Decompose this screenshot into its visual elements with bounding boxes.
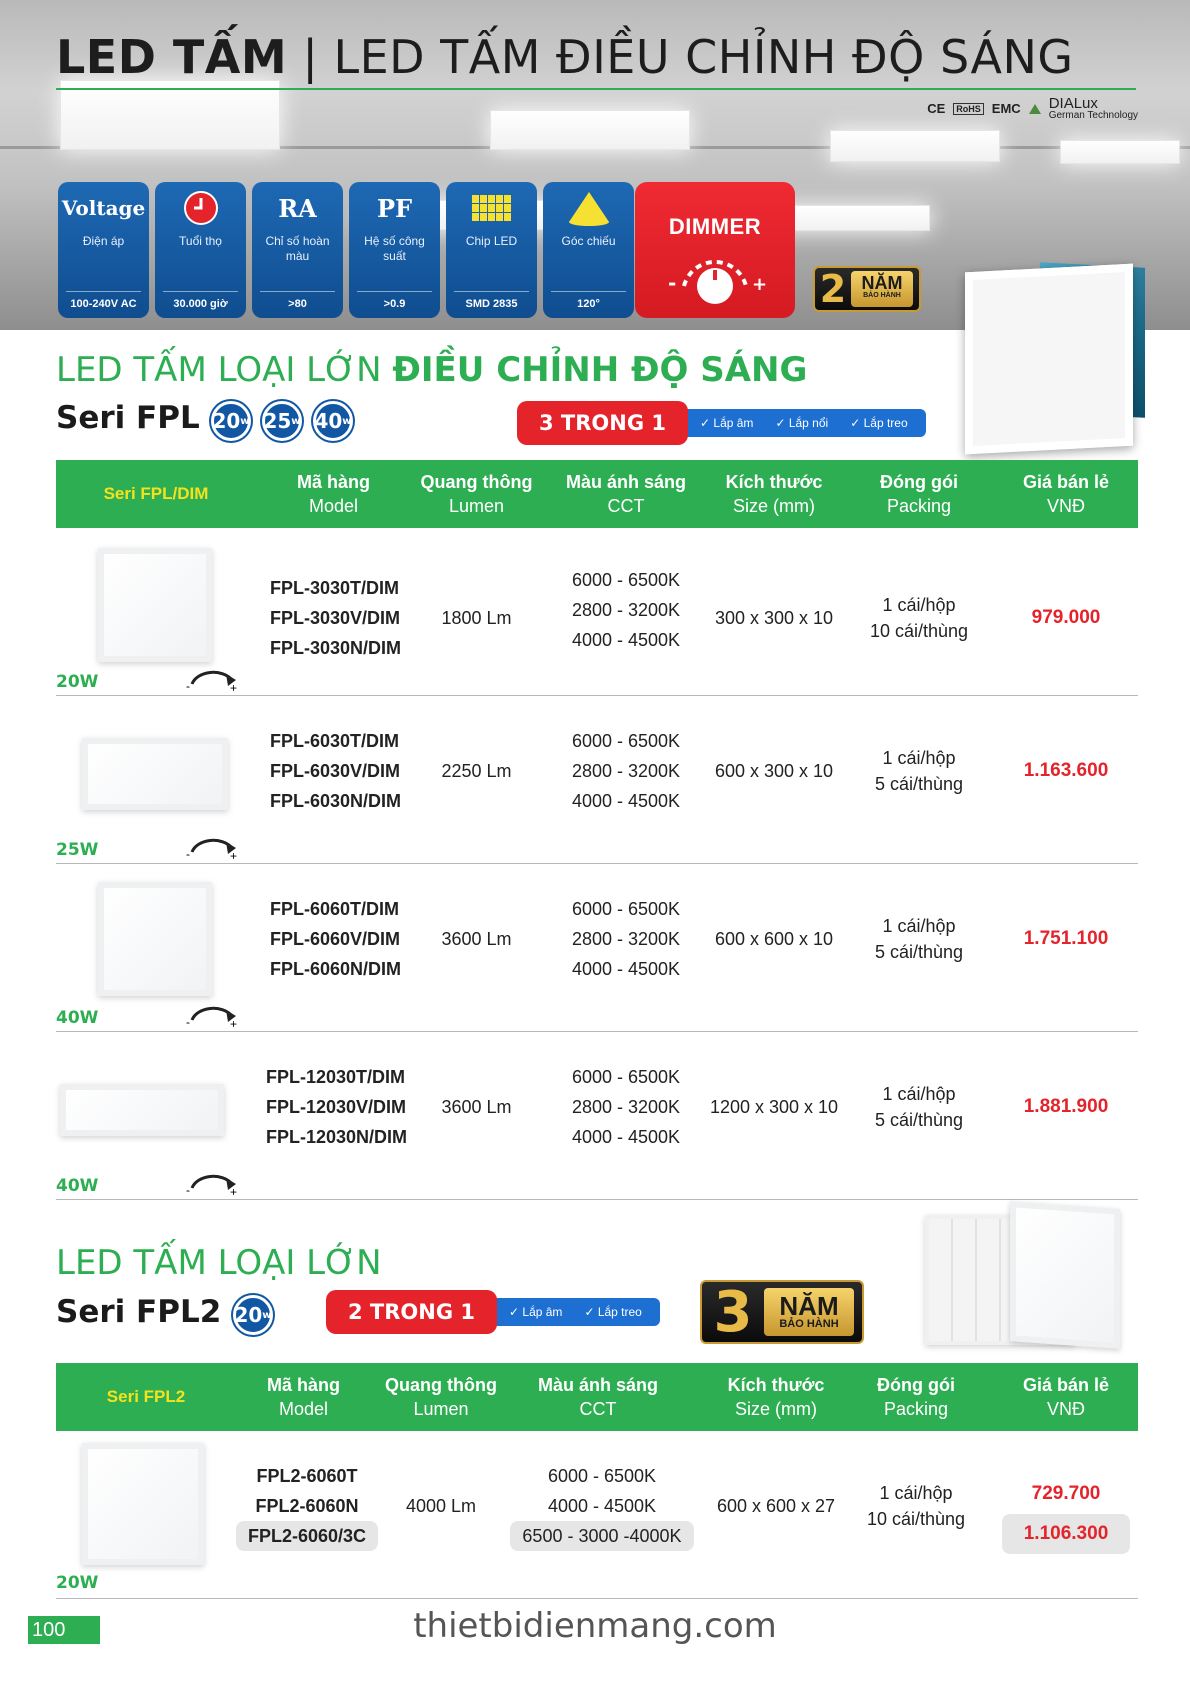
- combo-label: 3 TRONG 1: [517, 401, 688, 445]
- row-models: FPL-12030T/DIM FPL-12030V/DIM FPL-12030N/DIM: [266, 1067, 408, 1147]
- warranty-badge-fpl2: [700, 1280, 864, 1344]
- row-models: FPL2-6060T FPL2-6060N FPL2-6060/3C: [232, 1431, 382, 1581]
- combo-badge-3in1: [517, 401, 926, 445]
- warranty-years: 3: [713, 1279, 753, 1345]
- cert-ce: CE: [927, 101, 946, 116]
- svg-text:-: -: [186, 1015, 190, 1028]
- table1-header-size: Kích thước Size (mm): [725, 472, 823, 516]
- table-row: [56, 540, 1138, 696]
- table-row: [56, 1032, 1138, 1200]
- table2-header-model: Mã hàng Model: [266, 1375, 340, 1419]
- watt-badge-40: 40 w: [313, 401, 353, 441]
- pf-icon: PF: [376, 193, 413, 223]
- dimmer-arc-icon: [186, 666, 240, 692]
- certifications: [927, 96, 1138, 121]
- table1-header-model: Mã hàng Model: [296, 472, 370, 516]
- table-row: [56, 1431, 1138, 1599]
- svg-text:-: -: [186, 679, 190, 692]
- spec-tiles: [58, 182, 634, 318]
- product-thumbnail: [98, 548, 212, 662]
- row-lumen: 4000 Lm: [405, 1496, 477, 1516]
- row-size: 1200 x 300 x 10: [709, 1097, 839, 1117]
- row-size: 600 x 600 x 10: [714, 929, 834, 949]
- title-rule: [56, 88, 1136, 90]
- row-watt: 40W: [56, 1008, 99, 1028]
- section1-heading: LED TẤM LOẠI LỚN ĐIỀU CHỈNH ĐỘ SÁNG: [56, 350, 808, 390]
- row-lumen: 3600 Lm: [441, 929, 512, 949]
- section1-seri: Seri FPL: [56, 400, 200, 436]
- row-cct: 6000 - 6500K 2800 - 3200K 4000 - 4500K: [571, 899, 681, 979]
- table2-header-series: Seri FPL2: [106, 1387, 186, 1406]
- ceiling-light: [490, 110, 690, 150]
- dimmer-arc-icon: [186, 834, 240, 860]
- table-row: [56, 696, 1138, 864]
- chip-cell: [480, 195, 487, 203]
- chip-cell: [480, 213, 487, 221]
- table2-header-cct: Màu ánh sáng CCT: [537, 1375, 658, 1419]
- spec-tile-chip: [446, 182, 537, 318]
- row-price: 1.881.900: [1023, 1096, 1109, 1117]
- row-lumen: 3600 Lm: [441, 1097, 512, 1117]
- warranty-word-box: NĂM BẢO HÀNH: [764, 1288, 854, 1336]
- row-cct: 6000 - 6500K 2800 - 3200K 4000 - 4500K: [571, 731, 681, 811]
- ceiling-light: [60, 80, 280, 150]
- table1-header-lumen: Quang thông Lumen: [420, 472, 533, 516]
- svg-text:-: -: [186, 847, 190, 860]
- row-divider: [56, 1199, 1138, 1200]
- cert-rohs: RoHS: [953, 103, 984, 115]
- dimmer-minus: -: [668, 271, 677, 295]
- product-thumbnail: [82, 738, 228, 810]
- combo-label: 2 TRONG 1: [326, 1290, 497, 1334]
- watt-badge-25: 25 w: [262, 401, 302, 441]
- title-bold: LED TẤM: [56, 30, 288, 84]
- table2-header-size: Kích thước Size (mm): [727, 1375, 825, 1419]
- cert-emc: EMC: [991, 101, 1021, 116]
- row-cct: 6000 - 6500K 4000 - 4500K 6500 - 3000 -4000K: [502, 1431, 702, 1581]
- svg-text:-: -: [186, 1183, 190, 1196]
- table2-header-packing: Đóng gói Packing: [877, 1375, 955, 1419]
- chip-cell: [496, 213, 503, 221]
- spec-tile-voltage: [58, 182, 149, 318]
- table1-header-packing: Đóng gói Packing: [880, 472, 958, 516]
- row-cct: 6000 - 6500K 2800 - 3200K 4000 - 4500K: [571, 570, 681, 650]
- table1-header-series: Seri FPL/DIM: [103, 484, 209, 503]
- chip-cell: [504, 195, 511, 203]
- dimmer-tile: [635, 182, 795, 318]
- dialux-logo: DIALux German Technology: [1048, 95, 1138, 121]
- page-title: [56, 30, 1074, 84]
- combo-badge-2in1: [326, 1290, 660, 1334]
- table2-header: [56, 1363, 1138, 1431]
- chip-cell: [504, 213, 511, 221]
- spec-tile-pf: [349, 182, 440, 318]
- table1-header-price: Giá bán lẻ VNĐ: [1022, 472, 1110, 516]
- chip-grid-icon: [446, 182, 537, 234]
- chip-cell: [488, 195, 495, 203]
- chip-cell: [480, 204, 487, 212]
- chip-cell: [496, 195, 503, 203]
- watt-badge-20: 20 w: [211, 401, 251, 441]
- spec-label: Hệ số công suất: [364, 234, 425, 263]
- product-photo-panel: [965, 264, 1133, 455]
- spec-label: Điện áp: [82, 234, 125, 248]
- row-lumen: 1800 Lm: [441, 608, 512, 628]
- warranty-years: 2: [819, 267, 847, 311]
- mount-option: ✓ Lắp âm: [509, 1305, 563, 1319]
- row-price: 1.163.600: [1023, 760, 1109, 781]
- voltage-icon: Voltage: [61, 196, 146, 220]
- spec-value: SMD 2835: [446, 298, 537, 310]
- spec-label: Chip LED: [465, 234, 518, 248]
- section2-heading: LED TẤM LOẠI LỚN: [56, 1243, 382, 1283]
- site-name: thietbidienmang.com: [413, 1606, 777, 1646]
- product-thumbnail: [60, 1084, 224, 1136]
- row-watt: 20W: [56, 1573, 99, 1593]
- table2-header-price: Giá bán lẻ VNĐ: [1022, 1375, 1110, 1419]
- chip-cell: [504, 204, 511, 212]
- table1-header-cct: Màu ánh sáng CCT: [565, 472, 686, 516]
- mount-options: [491, 1298, 660, 1326]
- row-watt: 25W: [56, 840, 99, 860]
- row-lumen: 2250 Lm: [441, 761, 512, 781]
- spec-label: Chỉ số hoàn màu: [265, 234, 330, 263]
- row-size: 600 x 300 x 10: [714, 761, 834, 781]
- chip-cell: [488, 213, 495, 221]
- page-number: 100: [28, 1616, 100, 1644]
- svg-text:+: +: [230, 849, 238, 860]
- row-packing: 1 cái/hộp 10 cái/thùng: [866, 1483, 966, 1529]
- row-packing: 1 cái/hộp 5 cái/thùng: [874, 748, 964, 794]
- row-price: 729.700 1.106.300: [996, 1439, 1136, 1589]
- spec-label: Góc chiếu: [561, 234, 616, 248]
- ceiling-light: [1060, 140, 1180, 164]
- mount-option: ✓ Lắp âm: [700, 416, 754, 430]
- spec-value: 30.000 giờ: [155, 298, 246, 310]
- dimmer-plus: +: [752, 274, 768, 295]
- title-separator: |: [302, 30, 319, 84]
- product-thumbnail: [98, 882, 212, 996]
- row-packing: 1 cái/hộp 5 cái/thùng: [874, 1084, 964, 1130]
- clock-icon: [155, 182, 246, 234]
- ceiling-light: [830, 130, 1000, 162]
- mount-option: ✓ Lắp treo: [584, 1305, 642, 1319]
- row-models: FPL-3030T/DIM FPL-3030V/DIM FPL-3030N/DIM: [270, 578, 402, 658]
- row-divider: [56, 1598, 1138, 1599]
- product-thumbnail: [82, 1443, 204, 1565]
- mount-option: ✓ Lắp treo: [850, 416, 908, 430]
- table-row: [56, 864, 1138, 1032]
- mount-options: [682, 409, 926, 437]
- chip-cell: [472, 213, 479, 221]
- warranty-word-box: NĂM BẢO HÀNH: [851, 271, 913, 307]
- watt-badge-20: 20 w: [233, 1295, 273, 1335]
- dimmer-arc-icon: [186, 1002, 240, 1028]
- section2-seri: Seri FPL2: [56, 1294, 222, 1330]
- row-models: FPL-6030T/DIM FPL-6030V/DIM FPL-6030N/DIM: [270, 731, 402, 811]
- spec-label: Tuổi thọ: [179, 234, 222, 248]
- chip-cell: [472, 204, 479, 212]
- chip-cell: [488, 204, 495, 212]
- row-size: 300 x 300 x 10: [714, 608, 834, 628]
- chip-cell: [472, 195, 479, 203]
- row-cct: 6000 - 6500K 2800 - 3200K 4000 - 4500K: [571, 1067, 681, 1147]
- row-size: 600 x 600 x 27: [716, 1496, 836, 1516]
- spec-value: 120°: [543, 298, 634, 310]
- row-packing: 1 cái/hộp 10 cái/thùng: [869, 595, 969, 641]
- mount-option: ✓ Lắp nổi: [775, 416, 829, 430]
- row-price: 1.751.100: [1023, 928, 1109, 949]
- warranty-badge-top: [813, 266, 921, 312]
- chip-cell: [496, 204, 503, 212]
- triangle-mark-icon: [1029, 104, 1041, 114]
- spec-tile-beam: [543, 182, 634, 318]
- dimmer-title: DIMMER: [668, 214, 762, 239]
- cct-3c-pill: 6500 - 3000 -4000K: [510, 1521, 693, 1551]
- spec-value: 100-240V AC: [58, 298, 149, 310]
- row-watt: 20W: [56, 672, 99, 692]
- dimmer-arc-icon: [186, 1170, 240, 1196]
- table1-header: [56, 460, 1138, 528]
- spec-tile-ra: [252, 182, 343, 318]
- beam-angle-icon: [543, 182, 634, 234]
- row-price: 979.000: [1031, 607, 1101, 628]
- row-models: FPL-6060T/DIM FPL-6060V/DIM FPL-6060N/DIM: [270, 899, 402, 979]
- ra-icon: RA: [278, 193, 317, 223]
- svg-text:+: +: [230, 1017, 238, 1028]
- dimmer-knob-icon: [660, 246, 770, 306]
- row-packing: 1 cái/hộp 5 cái/thùng: [874, 916, 964, 962]
- spec-tile-lifetime: [155, 182, 246, 318]
- svg-text:+: +: [230, 1185, 238, 1196]
- table2-header-lumen: Quang thông Lumen: [385, 1375, 497, 1419]
- price-3c-pill: 1.106.300: [1002, 1514, 1131, 1554]
- spec-value: >0.9: [349, 298, 440, 310]
- svg-text:+: +: [230, 681, 238, 692]
- product-photo-fpl2-front: [1010, 1201, 1120, 1349]
- title-thin: LED TẤM ĐIỀU CHỈNH ĐỘ SÁNG: [333, 30, 1074, 84]
- row-watt: 40W: [56, 1176, 99, 1196]
- model-3c-pill: FPL2-6060/3C: [236, 1521, 378, 1551]
- spec-value: >80: [252, 298, 343, 310]
